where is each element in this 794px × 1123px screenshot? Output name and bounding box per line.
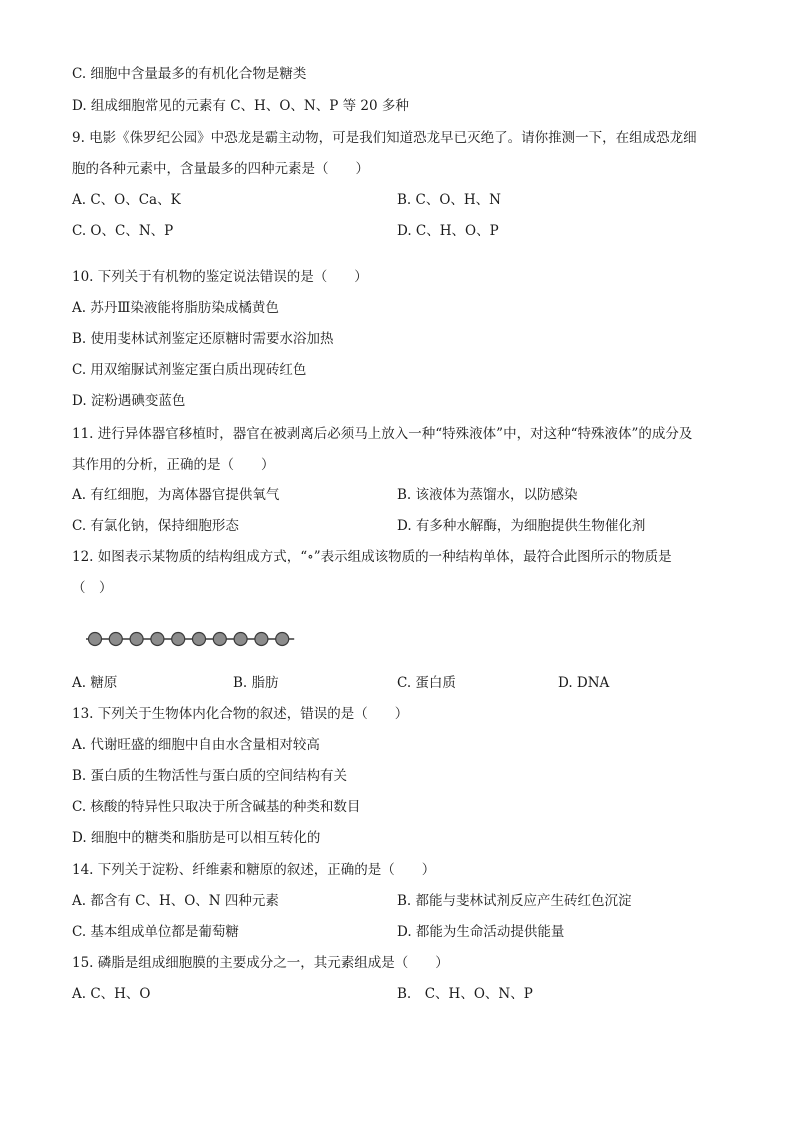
bead-unit [213, 633, 226, 646]
q9-option-a: A. C、O、Ca、K [72, 192, 181, 208]
bead-unit [193, 633, 206, 646]
option-c-prev: C. 细胞中含量最多的有机化合物是糖类 [72, 66, 307, 82]
q11-option-c: C. 有氯化钠，保持细胞形态 [72, 518, 239, 534]
q9-stem-line2: 胞的各种元素中，含量最多的四种元素是（ ） [72, 161, 369, 177]
bead-unit [151, 633, 164, 646]
q12-bead-chain-diagram [84, 628, 300, 650]
q13-option-b: B. 蛋白质的生物活性与蛋白质的空间结构有关 [72, 768, 348, 784]
q14-option-d: D. 都能为生命活动提供能量 [397, 924, 565, 940]
q11-option-d: D. 有多种水解酶，为细胞提供生物催化剂 [397, 518, 646, 534]
q10-stem: 10. 下列关于有机物的鉴定说法错误的是（ ） [72, 269, 368, 285]
q9-option-c: C. O、C、N、P [72, 223, 174, 239]
q15-stem: 15. 磷脂是组成细胞膜的主要成分之一，其元素组成是（ ） [72, 955, 449, 971]
q12-stem-line1: 12. 如图表示某物质的结构组成方式，“∘”表示组成该物质的一种结构单体，最符合此图所示的物质是 [72, 549, 672, 565]
q15-option-a: A. C、H、O [72, 986, 151, 1002]
q10-option-a: A. 苏丹Ⅲ染液能将脂肪染成橘黄色 [72, 300, 279, 316]
q11-option-a: A. 有红细胞，为离体器官提供氧气 [72, 487, 280, 503]
q12-option-a: A. 糖原 [72, 675, 118, 691]
q15-option-b: B. C、H、O、N、P [397, 986, 533, 1002]
bead-unit [255, 633, 268, 646]
q12-option-b: B. 脂肪 [233, 675, 279, 691]
q14-option-c: C. 基本组成单位都是葡萄糖 [72, 924, 239, 940]
q11-stem-line1: 11. 进行异体器官移植时，器官在被剥离后必须马上放入一种“特殊液体”中，对这种“特殊液体”的成分及 [72, 426, 693, 442]
bead-unit [234, 633, 247, 646]
q9-stem-line1: 9. 电影《侏罗纪公园》中恐龙是霸主动物，可是我们知道恐龙早已灭绝了。请你推测一下，在组成恐龙细 [72, 130, 697, 146]
q12-option-c: C. 蛋白质 [397, 675, 456, 691]
q12-stem-line2: （ ） [72, 580, 113, 596]
bead-unit [276, 633, 289, 646]
q11-option-b: B. 该液体为蒸馏水，以防感染 [397, 487, 578, 503]
q13-option-c: C. 核酸的特异性只取决于所含碱基的种类和数目 [72, 799, 361, 815]
q13-option-a: A. 代谢旺盛的细胞中自由水含量相对较高 [72, 737, 320, 753]
q13-option-d: D. 细胞中的糖类和脂肪是可以相互转化的 [72, 830, 321, 846]
q12-option-d: D. DNA [558, 675, 610, 691]
q13-stem: 13. 下列关于生物体内化合物的叙述，错误的是（ ） [72, 706, 409, 722]
bead-unit [130, 633, 143, 646]
bead-unit [172, 633, 185, 646]
q10-option-c: C. 用双缩脲试剂鉴定蛋白质出现砖红色 [72, 362, 307, 378]
q14-stem: 14. 下列关于淀粉、纤维素和糖原的叙述，正确的是（ ） [72, 862, 436, 878]
q9-option-b: B. C、O、H、N [397, 192, 501, 208]
q14-option-b: B. 都能与斐林试剂反应产生砖红色沉淀 [397, 893, 632, 909]
q10-option-d: D. 淀粉遇碘变蓝色 [72, 393, 186, 409]
q11-stem-line2: 其作用的分析，正确的是（ ） [72, 457, 275, 473]
q9-option-d: D. C、H、O、P [397, 223, 499, 239]
option-d-prev: D. 组成细胞常见的元素有 C、H、O、N、P 等 20 多种 [72, 98, 409, 114]
q14-option-a: A. 都含有 C、H、O、N 四种元素 [72, 893, 279, 909]
bead-unit [89, 633, 102, 646]
q10-option-b: B. 使用斐林试剂鉴定还原糖时需要水浴加热 [72, 331, 334, 347]
bead-unit [109, 633, 122, 646]
